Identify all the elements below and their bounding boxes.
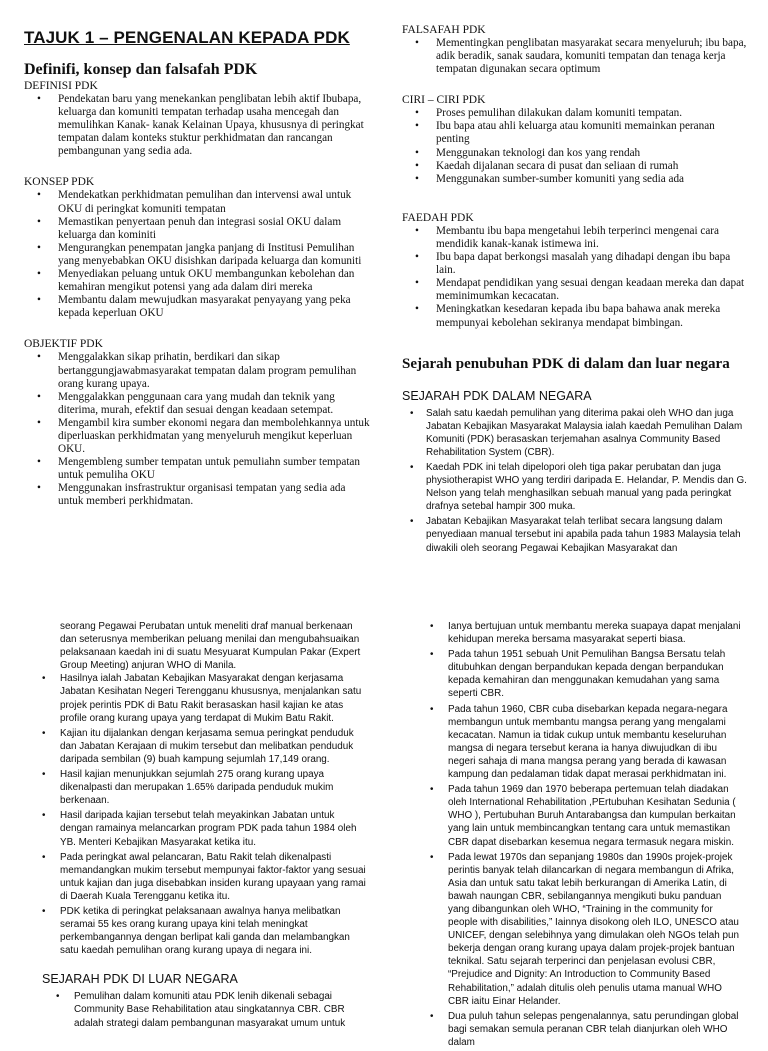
objektif-heading: OBJEKTIF PDK xyxy=(24,338,103,351)
objektif-item: • Mengembleng sumber tempatan untuk pemuliahn sumber tempatan untuk pemuliha OKU xyxy=(24,456,370,482)
sejarah-dalam-item: • Hasil daripada kajian tersebut telah meyakinkan Jabatan untuk dengan ramainya melancarkan program PDK pada tahun 1984 oleh YB. Menteri Kebajikan Masyarakat ketika itu. xyxy=(30,809,370,848)
page-two-left-column xyxy=(44,612,370,1032)
sejarah-dalam-list xyxy=(402,407,748,555)
sejarah-luar-item: • Pemulihan dalam komuniti atau PDK lenih dikenali sebagai Community Base Rehabilitation atau singkatannya CBR. CBR adalah strategi dalam pembangunan masyarakat umum untuk xyxy=(44,990,370,1029)
faedah-item: • Ibu bapa dapat berkongsi masalah yang dihadapi dengan ibu bapa lain. xyxy=(402,251,748,277)
falsafah-item: • Mementingkan penglibatan masyarakat secara menyeluruh; ibu bapa, adik beradik, sanak saudara, komuniti tempatan dan tenaga kerja tempatan digunakan secara optimum xyxy=(402,37,748,76)
sejarah-dalam-item: • Kaedah PDK ini telah dipelopori oleh tiga pakar perubatan dan juga physiotherapist WHO yang terdiri daripada E. Helandar, P. Mendis dan G. Nelson yang telah menghasilkan sebuah manual yang pada peringkat drafnya setebal hampir 300 muka. xyxy=(402,461,748,513)
sejarah-dalam-item: • Pada peringkat awal pelancaran, Batu Rakit telah dikenalpasti memandangkan mukim tersebut mempunyai faktor-faktor yang sesuai untuk kajian dan juga disebabkan insiden kurang upayaan yang ramai di Daerah Kuala Terengganu ketika itu. xyxy=(30,851,370,903)
konsep-item: • Mengurangkan penempatan jangka panjang di Institusi Pemulihan yang menyebabkan OKU disishkan daripada keluarga dan komuniti xyxy=(24,242,370,268)
sejarah-dalam-item: • Hasil kajian menunjukkan sejumlah 275 orang kurang upaya dikenalpasti dan merupakan 1.65% daripada penduduk mukim berkenaan. xyxy=(30,768,370,807)
page-title: TAJUK 1 – PENGENALAN KEPADA PDK xyxy=(24,28,350,47)
page-one-left-column xyxy=(24,0,370,509)
sejarah-luar-item: • Pada tahun 1960, CBR cuba disebarkan kepada negara-negara membangun untuk membantu mangsa perang yang mengalami kecacatan. Namun ia tidak cukup untuk membantu keseluruhan mangsa di negara tersebut kerana ia hanya diwujudkan di ibu negeri sahaja di mana mangsa perang yang berada di kawasan kampung dan pedalaman tidak dapat merasai perkhidmatan ini. xyxy=(418,703,744,782)
objektif-item: • Menggalakkan sikap prihatin, berdikari dan sikap bertanggungjawabmasyarakat tempatan dalam program pemulihan orang kurang upaya. xyxy=(24,351,370,390)
faedah-list xyxy=(402,225,748,330)
konsep-item: • Memastikan penyertaan penuh dan integrasi sosial OKU dalam keluarga dan kominiti xyxy=(24,216,370,242)
dalam-negara-continued-list xyxy=(30,672,370,957)
page-two-right-column xyxy=(418,612,744,1051)
definisi-list xyxy=(24,93,370,158)
falsafah-list xyxy=(402,37,748,76)
sejarah-luar-item: • Pada tahun 1969 dan 1970 beberapa pertemuan telah diadakan oleh International Rehabilitation ,PErtubuhan Kesihatan Sedunia ( WHO ), Pertubuhan Buruh Antarabangsa dan kumpulan berkaitan yang lain untuk membincangkan tentang cara untuk memastikan CBR dapat disebarkan kesemua negara termasuk negara miskin. xyxy=(418,783,744,848)
ciri-list xyxy=(402,107,748,186)
section-subtitle: Definifi, konsep dan falsafah PDK xyxy=(24,61,258,78)
sejarah-luar-list xyxy=(44,990,370,1029)
sejarah-dalam-item: • Hasilnya ialah Jabatan Kebajikan Masyarakat dengan kerjasama Jabatan Kesihatan Negeri Terengganu khususnya, menjalankan satu projek perintis PDK di Batu Rakit berasaskan hasil kajian ke atas profile orang kurang upaya yang terdapat di Mukim Batu Rakit. xyxy=(30,672,370,724)
sejarah-luar-heading: SEJARAH PDK DI LUAR NEGARA xyxy=(42,972,238,987)
konsep-heading: KONSEP PDK xyxy=(24,176,95,189)
sejarah-dalam-item: • PDK ketika di peringkat pelaksanaan awalnya hanya melibatkan seramai 55 kes orang kurang upaya kini telah meningkat perkembangannya dengan berlipat kali ganda dan melambangkan satu kaedah pemulihan orang kurang upaya di negara ini. xyxy=(30,905,370,957)
page-one-right-column xyxy=(402,0,748,557)
faedah-heading: FAEDAH PDK xyxy=(402,211,474,224)
page-two xyxy=(0,612,768,1048)
faedah-item: • Meningkatkan kesedaran kepada ibu bapa bahawa anak mereka mempunyai kebolehan sekiranya mendapat bimbingan. xyxy=(402,303,748,329)
sejarah-luar-item: • Dua puluh tahun selepas pengenalannya, satu perundingan global bagi semakan semula peranan CBR telah dianjurkan oleh WHO dalam xyxy=(418,1010,744,1049)
definisi-heading: DEFINISI PDK xyxy=(24,80,98,92)
continued-paragraph: seorang Pegawai Perubatan untuk meneliti draf manual berkenaan dan seterusnya memberikan peluang menilai dan mengubahsuaikan pelaksanaan kaedah ini di suatu Mesyuarat Kumpulan Pakar (Expert Group Meeting) anjuran WHO di Manila. xyxy=(60,621,361,672)
falsafah-heading: FALSAFAH PDK xyxy=(402,24,486,36)
ciri-item: • Menggunakan sumber-sumber komuniti yang sedia ada xyxy=(402,173,748,186)
konsep-list xyxy=(24,189,370,320)
konsep-item: • Menyediakan peluang untuk OKU membangunkan kebolehan dan kemahiran mengikut potensi yang ada dalam diri mereka xyxy=(24,268,370,294)
sejarah-dalam-item: • Salah satu kaedah pemulihan yang diterima pakai oleh WHO dan juga Jabatan Kebajikan Masyarakat Malaysia ialah kaedah Pemulihan Dalam Komuniti (PDK) berasaskan terjemahan asalnya Community Based Rehabilitation System (CBR). xyxy=(402,407,748,459)
objektif-list xyxy=(24,351,370,508)
objektif-item: • Menggunakan insfrastruktur organisasi tempatan yang sedia ada untuk memberi perkhidmatan. xyxy=(24,482,370,508)
objektif-item: • Menggalakkan penggunaan cara yang mudah dan teknik yang diterima, murah, efektif dan sesuai dengan keadaan setempat. xyxy=(24,391,370,417)
sejarah-section-title: Sejarah penubuhan PDK di dalam dan luar negara xyxy=(402,355,730,372)
definisi-item: • Pendekatan baru yang menekankan penglibatan lebih aktif Ibubapa, keluarga dan komuniti tempatan terhadap usaha mencegah dan memulihkan Kanak- kanak Kelainan Upaya, khususnya di peringkat tempatan dalam konteks stuktur perkhidmatan dan rancangan pembangunan yang sedia ada. xyxy=(24,93,370,158)
sejarah-dalam-item: • Jabatan Kebajikan Masyarakat telah terlibat secara langsung dalam penyediaan manual tersebut ini apabila pada tahun 1983 Malaysia telah diwakili oleh seorang Pegawai Kebajikan Masyarakat dan xyxy=(402,515,748,554)
objektif-item: • Mengambil kira sumber ekonomi negara dan membolehkannya untuk diperluaskan perkhidmatan yang menyeluruh mengikut keperluan OKU. xyxy=(24,417,370,456)
ciri-item: • Kaedah dijalanan secara di pusat dan seliaan di rumah xyxy=(402,160,748,173)
ciri-item: • Menggunakan teknologi dan kos yang rendah xyxy=(402,147,748,160)
ciri-item: • Proses pemulihan dilakukan dalam komuniti tempatan. xyxy=(402,107,748,120)
sejarah-luar-continued-list xyxy=(418,620,744,1049)
sejarah-dalam-item: • Kajian itu dijalankan dengan kerjasama semua peringkat penduduk dan Jabatan Kerajaan di mukim tersebut dan melibatkan penduduk daripada sembilan (9) buah kampung sejumlah 17,149 orang. xyxy=(30,727,370,766)
sejarah-luar-item: • Ianya bertujuan untuk membantu mereka suapaya dapat menjalani kehidupan mereka bersama masyarakat seperti biasa. xyxy=(418,620,744,646)
faedah-item: • Mendapat pendidikan yang sesuai dengan keadaan mereka dan dapat meminimumkan kecacatan. xyxy=(402,277,748,303)
faedah-item: • Membantu ibu bapa mengetahui lebih terperinci mengenai cara mendidik kanak-kanak istimewa ini. xyxy=(402,225,748,251)
konsep-item: • Mendekatkan perkhidmatan pemulihan dan intervensi awal untuk OKU di peringkat komuniti tempatan xyxy=(24,189,370,215)
sejarah-luar-item: • Pada lewat 1970s dan sepanjang 1980s dan 1990s projek-projek perintis banyak telah dilancarkan di negara membangun di Afrika, Asia dan untuk satu takat lebih berkurangan di Amerika Latin, di bawah naungan CBR, sebilangannya mengikuti buku panduan yang dibangunkan oleh WHO, “Training in the community for people with disabilities,” Iainnya disokong oleh ILO, UNESCO atau UNICEF, dengan selebihnya yang dimulakan oleh NGOs telah pun bekerja dengan orang kurang upaya dalam projek-projek bantuan teknikal. Satu sejarah terperinci dan penjelasan evolusi CBR, “Prejudice and Dignity: An Introduction to Community Based Rehabilitation,” adalah ditulis oleh penulis utama manual WHO CBR iaitu Einar Helander. xyxy=(418,851,744,1008)
sejarah-dalam-heading: SEJARAH PDK DALAM NEGARA xyxy=(402,388,592,403)
konsep-item: • Membantu dalam mewujudkan masyarakat penyayang yang peka kepada keperluan OKU xyxy=(24,294,370,320)
ciri-heading: CIRI – CIRI PDK xyxy=(402,94,486,107)
sejarah-luar-item: • Pada tahun 1951 sebuah Unit Pemulihan Bangsa Bersatu telah ditubuhkan dengan berpandukan kepada dengan berpandukan kepada kemahiran dan menggunakan kemudahan yang sama seperti CBR. xyxy=(418,648,744,700)
ciri-item: • Ibu bapa atau ahli keluarga atau komuniti memainkan peranan penting xyxy=(402,120,748,146)
